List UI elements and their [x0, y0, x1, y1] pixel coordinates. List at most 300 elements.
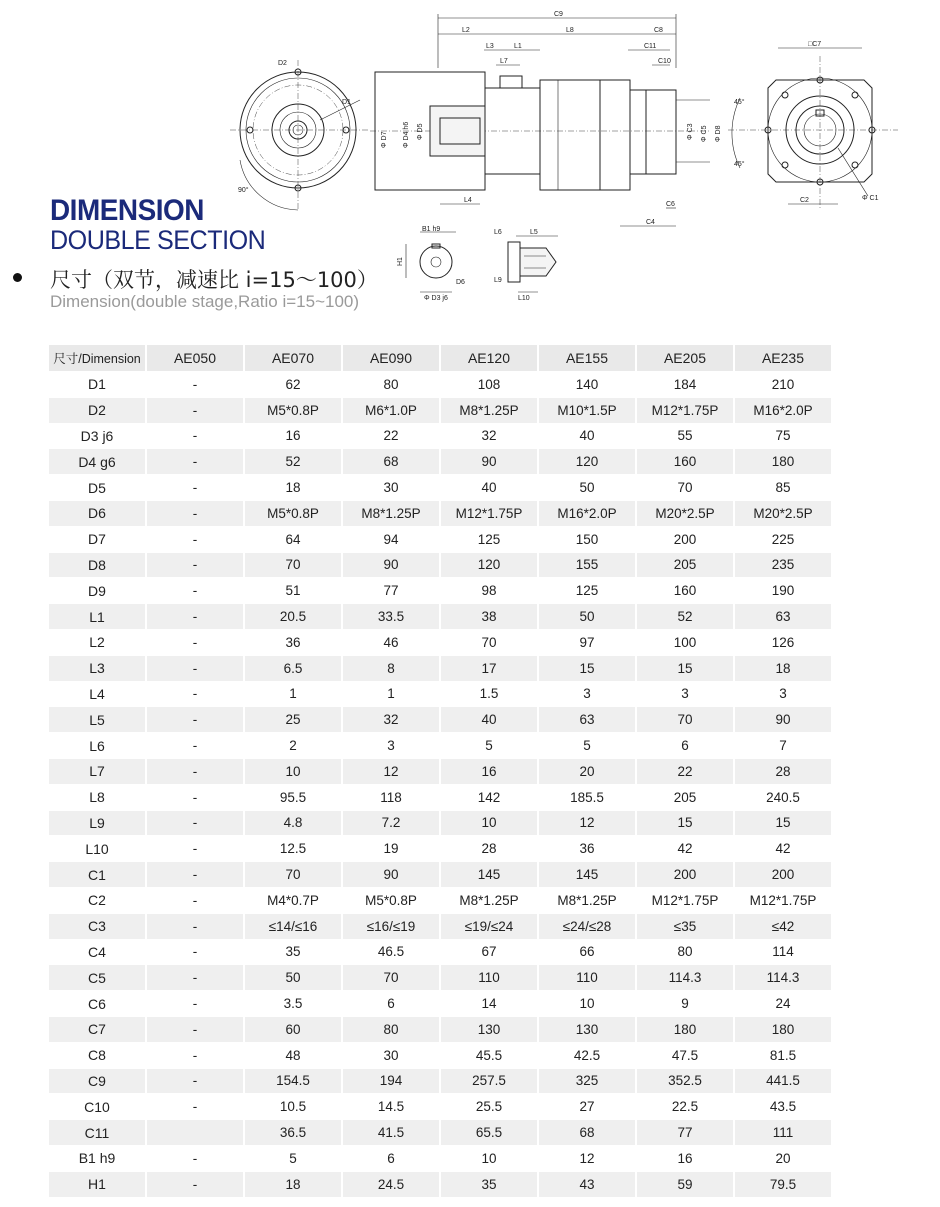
value-cell: 64 — [245, 527, 341, 553]
row-label-cell: C6 — [49, 991, 145, 1017]
value-cell: 145 — [539, 862, 635, 888]
value-cell: 160 — [637, 578, 733, 604]
label-d7: Φ D7 — [381, 131, 388, 148]
value-cell: 6 — [343, 1146, 439, 1172]
value-cell: 80 — [343, 372, 439, 398]
value-cell: 20 — [735, 1146, 831, 1172]
table-row — [49, 604, 831, 630]
label-l6: L6 — [494, 229, 502, 236]
value-cell: 35 — [245, 940, 341, 966]
label-90deg: 90° — [238, 187, 249, 194]
value-cell: 225 — [735, 527, 831, 553]
value-cell: - — [147, 785, 243, 811]
value-cell: 12 — [539, 811, 635, 837]
table-row — [49, 914, 831, 940]
value-cell: 20.5 — [245, 604, 341, 630]
value-cell: - — [147, 914, 243, 940]
table-row — [49, 759, 831, 785]
value-cell: - — [147, 811, 243, 837]
table-row — [49, 578, 831, 604]
table-row — [49, 785, 831, 811]
value-cell: 10 — [539, 991, 635, 1017]
value-cell: M5*0.8P — [245, 398, 341, 424]
value-cell: 16 — [245, 424, 341, 450]
heading-dimension: DIMENSION — [50, 194, 204, 227]
value-cell: - — [147, 424, 243, 450]
value-cell: 22 — [343, 424, 439, 450]
label-h1: H1 — [397, 257, 404, 266]
value-cell: - — [147, 630, 243, 656]
value-cell: 200 — [735, 862, 831, 888]
value-cell: - — [147, 475, 243, 501]
value-cell: 81.5 — [735, 1043, 831, 1069]
value-cell: 200 — [637, 527, 733, 553]
value-cell: 46 — [343, 630, 439, 656]
value-cell: 185.5 — [539, 785, 635, 811]
value-cell: 18 — [245, 1172, 341, 1198]
value-cell: M8*1.25P — [343, 501, 439, 527]
value-cell: 67 — [441, 940, 537, 966]
value-cell: - — [147, 527, 243, 553]
label-l4: L4 — [464, 197, 472, 204]
label-l1: L1 — [514, 43, 522, 50]
value-cell: 6.5 — [245, 656, 341, 682]
value-cell: M5*0.8P — [343, 888, 439, 914]
value-cell: 22.5 — [637, 1094, 733, 1120]
value-cell: 2 — [245, 733, 341, 759]
value-cell: - — [147, 1146, 243, 1172]
value-cell: 111 — [735, 1120, 831, 1146]
table-row — [49, 1146, 831, 1172]
value-cell: 240.5 — [735, 785, 831, 811]
value-cell: M12*1.75P — [441, 501, 537, 527]
value-cell: 12 — [539, 1146, 635, 1172]
value-cell: 14.5 — [343, 1094, 439, 1120]
value-cell: 27 — [539, 1094, 635, 1120]
label-c11: C11 — [644, 43, 657, 50]
row-label-cell: C10 — [49, 1094, 145, 1120]
row-label-cell: L6 — [49, 733, 145, 759]
table-body — [49, 372, 831, 1198]
value-cell: 125 — [441, 527, 537, 553]
value-cell: 180 — [735, 449, 831, 475]
value-cell: - — [147, 836, 243, 862]
row-label-cell: L8 — [49, 785, 145, 811]
value-cell: 52 — [245, 449, 341, 475]
label-c10: C10 — [658, 58, 671, 65]
value-cell: 63 — [735, 604, 831, 630]
value-cell: 28 — [735, 759, 831, 785]
value-cell: - — [147, 759, 243, 785]
value-cell: 24.5 — [343, 1172, 439, 1198]
value-cell: 35 — [441, 1172, 537, 1198]
value-cell: - — [147, 940, 243, 966]
value-cell: 33.5 — [343, 604, 439, 630]
value-cell: 62 — [245, 372, 341, 398]
value-cell: - — [147, 372, 243, 398]
value-cell: 142 — [441, 785, 537, 811]
value-cell: 120 — [441, 553, 537, 579]
value-cell: 90 — [343, 862, 439, 888]
header-ae120: AE120 — [441, 345, 537, 372]
value-cell: 70 — [637, 707, 733, 733]
value-cell: 257.5 — [441, 1069, 537, 1095]
label-c2: C2 — [800, 197, 809, 204]
value-cell: - — [147, 449, 243, 475]
value-cell — [147, 1120, 243, 1146]
value-cell: M5*0.8P — [245, 501, 341, 527]
value-cell: 66 — [539, 940, 635, 966]
value-cell: 50 — [539, 475, 635, 501]
value-cell: M16*2.0P — [735, 398, 831, 424]
label-45a: 45° — [734, 99, 745, 106]
label-d4: Φ D4 h6 — [403, 121, 410, 148]
table-row — [49, 630, 831, 656]
value-cell: M8*1.25P — [539, 888, 635, 914]
value-cell: 7 — [735, 733, 831, 759]
label-l3: L3 — [486, 43, 494, 50]
table-row — [49, 449, 831, 475]
value-cell: 14 — [441, 991, 537, 1017]
label-45b: 45° — [734, 161, 745, 168]
table-row — [49, 811, 831, 837]
table-row — [49, 836, 831, 862]
table-row — [49, 424, 831, 450]
value-cell: 114.3 — [637, 965, 733, 991]
row-label-cell: D3 j6 — [49, 424, 145, 450]
table-row — [49, 527, 831, 553]
value-cell: M16*2.0P — [539, 501, 635, 527]
label-c5: Φ C5 — [701, 125, 708, 142]
row-label-cell: C5 — [49, 965, 145, 991]
value-cell: 28 — [441, 836, 537, 862]
value-cell: 68 — [343, 449, 439, 475]
value-cell: 80 — [343, 1017, 439, 1043]
table-row — [49, 1043, 831, 1069]
heading-double-section: DOUBLE SECTION — [50, 225, 266, 255]
table-row — [49, 862, 831, 888]
label-d5: Φ D5 — [417, 123, 424, 140]
value-cell: 5 — [441, 733, 537, 759]
label-l2: L2 — [462, 27, 470, 34]
value-cell: 12.5 — [245, 836, 341, 862]
value-cell: 75 — [735, 424, 831, 450]
value-cell: 9 — [637, 991, 733, 1017]
value-cell: - — [147, 1043, 243, 1069]
row-label-cell: H1 — [49, 1172, 145, 1198]
value-cell: 3 — [343, 733, 439, 759]
value-cell: 30 — [343, 475, 439, 501]
value-cell: 95.5 — [245, 785, 341, 811]
value-cell: 1 — [343, 682, 439, 708]
row-label-cell: D4 g6 — [49, 449, 145, 475]
value-cell: 36 — [245, 630, 341, 656]
value-cell: 70 — [245, 553, 341, 579]
value-cell: 40 — [441, 707, 537, 733]
value-cell: 80 — [637, 940, 733, 966]
value-cell: 7.2 — [343, 811, 439, 837]
value-cell: 65.5 — [441, 1120, 537, 1146]
value-cell: 352.5 — [637, 1069, 733, 1095]
value-cell: ≤14/≤16 — [245, 914, 341, 940]
value-cell: 70 — [441, 630, 537, 656]
value-cell: 110 — [441, 965, 537, 991]
value-cell: 6 — [637, 733, 733, 759]
value-cell: 32 — [343, 707, 439, 733]
value-cell: M12*1.75P — [637, 888, 733, 914]
value-cell: 205 — [637, 553, 733, 579]
value-cell: 59 — [637, 1172, 733, 1198]
header-dimension: 尺寸/Dimension — [49, 345, 145, 372]
table-row — [49, 1120, 831, 1146]
value-cell: 114.3 — [735, 965, 831, 991]
value-cell: 180 — [637, 1017, 733, 1043]
value-cell: 97 — [539, 630, 635, 656]
value-cell: - — [147, 862, 243, 888]
value-cell: 90 — [735, 707, 831, 733]
value-cell: ≤16/≤19 — [343, 914, 439, 940]
value-cell: 5 — [539, 733, 635, 759]
value-cell: ≤24/≤28 — [539, 914, 635, 940]
value-cell: M12*1.75P — [637, 398, 733, 424]
label-c4: C4 — [646, 219, 655, 226]
label-d3: Φ D3 j6 — [424, 295, 448, 302]
value-cell: 120 — [539, 449, 635, 475]
value-cell: 130 — [441, 1017, 537, 1043]
value-cell: 180 — [735, 1017, 831, 1043]
header-ae090: AE090 — [343, 345, 439, 372]
value-cell: - — [147, 398, 243, 424]
value-cell: 70 — [343, 965, 439, 991]
header-ae070: AE070 — [245, 345, 341, 372]
row-label-cell: D7 — [49, 527, 145, 553]
table-row — [49, 1094, 831, 1120]
value-cell: 154.5 — [245, 1069, 341, 1095]
value-cell: 25.5 — [441, 1094, 537, 1120]
table-row — [49, 656, 831, 682]
value-cell: 150 — [539, 527, 635, 553]
label-c6: C6 — [666, 201, 675, 208]
value-cell: 79.5 — [735, 1172, 831, 1198]
table-row — [49, 888, 831, 914]
value-cell: 36.5 — [245, 1120, 341, 1146]
value-cell: 194 — [343, 1069, 439, 1095]
value-cell: 98 — [441, 578, 537, 604]
value-cell: 63 — [539, 707, 635, 733]
table-row — [49, 372, 831, 398]
value-cell: 20 — [539, 759, 635, 785]
row-label-cell: C3 — [49, 914, 145, 940]
header-ae205: AE205 — [637, 345, 733, 372]
row-label-cell: C9 — [49, 1069, 145, 1095]
value-cell: - — [147, 707, 243, 733]
value-cell: 1.5 — [441, 682, 537, 708]
value-cell: - — [147, 991, 243, 1017]
row-label-cell: C11 — [49, 1120, 145, 1146]
value-cell: 184 — [637, 372, 733, 398]
value-cell: 68 — [539, 1120, 635, 1146]
dimension-table — [47, 345, 833, 1198]
table-row — [49, 733, 831, 759]
value-cell: 114 — [735, 940, 831, 966]
value-cell: 190 — [735, 578, 831, 604]
value-cell: ≤42 — [735, 914, 831, 940]
value-cell: 4.8 — [245, 811, 341, 837]
value-cell: 325 — [539, 1069, 635, 1095]
value-cell: M6*1.0P — [343, 398, 439, 424]
header-ae050: AE050 — [147, 345, 243, 372]
value-cell: 15 — [637, 811, 733, 837]
row-label-cell: C2 — [49, 888, 145, 914]
value-cell: 48 — [245, 1043, 341, 1069]
table-row — [49, 501, 831, 527]
table-row — [49, 965, 831, 991]
value-cell: 50 — [245, 965, 341, 991]
value-cell: 90 — [343, 553, 439, 579]
value-cell: - — [147, 965, 243, 991]
value-cell: 100 — [637, 630, 733, 656]
label-c3: Φ C3 — [687, 123, 694, 140]
value-cell: 210 — [735, 372, 831, 398]
side-view-drawing — [370, 8, 730, 233]
value-cell: 3 — [637, 682, 733, 708]
table-row — [49, 475, 831, 501]
value-cell: M10*1.5P — [539, 398, 635, 424]
value-cell: 205 — [637, 785, 733, 811]
table-row — [49, 991, 831, 1017]
value-cell: 1 — [245, 682, 341, 708]
value-cell: 70 — [637, 475, 733, 501]
value-cell: 70 — [245, 862, 341, 888]
row-label-cell: L3 — [49, 656, 145, 682]
row-label-cell: C7 — [49, 1017, 145, 1043]
value-cell: M4*0.7P — [245, 888, 341, 914]
value-cell: - — [147, 578, 243, 604]
value-cell: 10 — [245, 759, 341, 785]
value-cell: 441.5 — [735, 1069, 831, 1095]
value-cell: 235 — [735, 553, 831, 579]
value-cell: 36 — [539, 836, 635, 862]
subtitle-english: Dimension(double stage,Ratio i=15~100) — [50, 292, 360, 311]
value-cell: 40 — [539, 424, 635, 450]
label-l7: L7 — [500, 58, 508, 65]
value-cell: 18 — [245, 475, 341, 501]
label-d8: Φ D8 — [715, 125, 722, 142]
value-cell: 130 — [539, 1017, 635, 1043]
value-cell: M8*1.25P — [441, 398, 537, 424]
row-label-cell: L5 — [49, 707, 145, 733]
label-b1: B1 h9 — [422, 226, 441, 233]
row-label-cell: L1 — [49, 604, 145, 630]
value-cell: M12*1.75P — [735, 888, 831, 914]
value-cell: 42 — [735, 836, 831, 862]
subtitle-chinese: 尺寸（双节，减速比 i=15～100） — [50, 268, 378, 292]
value-cell: 15 — [735, 811, 831, 837]
value-cell: 32 — [441, 424, 537, 450]
row-label-cell: C1 — [49, 862, 145, 888]
flange-view-drawing — [728, 38, 898, 213]
value-cell: ≤19/≤24 — [441, 914, 537, 940]
value-cell: 155 — [539, 553, 635, 579]
value-cell: 45.5 — [441, 1043, 537, 1069]
table-header-row — [49, 345, 831, 372]
value-cell: 50 — [539, 604, 635, 630]
value-cell: - — [147, 553, 243, 579]
value-cell: 19 — [343, 836, 439, 862]
label-l8: L8 — [566, 27, 574, 34]
value-cell: - — [147, 1069, 243, 1095]
value-cell: M20*2.5P — [735, 501, 831, 527]
value-cell: 3 — [735, 682, 831, 708]
value-cell: 8 — [343, 656, 439, 682]
label-c9: C9 — [554, 11, 563, 18]
value-cell: 125 — [539, 578, 635, 604]
value-cell: - — [147, 1172, 243, 1198]
value-cell: 46.5 — [343, 940, 439, 966]
row-label-cell: L4 — [49, 682, 145, 708]
value-cell: 5 — [245, 1146, 341, 1172]
row-label-cell: D2 — [49, 398, 145, 424]
row-label-cell: C4 — [49, 940, 145, 966]
value-cell: 24 — [735, 991, 831, 1017]
value-cell: - — [147, 604, 243, 630]
value-cell: 118 — [343, 785, 439, 811]
value-cell: 55 — [637, 424, 733, 450]
table-row — [49, 707, 831, 733]
bullet-dot — [13, 273, 22, 282]
value-cell: 42 — [637, 836, 733, 862]
value-cell: 12 — [343, 759, 439, 785]
label-d1: D1 — [342, 99, 351, 106]
value-cell: - — [147, 1017, 243, 1043]
row-label-cell: D1 — [49, 372, 145, 398]
value-cell: 47.5 — [637, 1043, 733, 1069]
value-cell: 140 — [539, 372, 635, 398]
value-cell: 43 — [539, 1172, 635, 1198]
label-d2: D2 — [278, 60, 287, 67]
row-label-cell: D6 — [49, 501, 145, 527]
value-cell: 110 — [539, 965, 635, 991]
value-cell: 15 — [637, 656, 733, 682]
label-l9: L9 — [494, 277, 502, 284]
value-cell: 52 — [637, 604, 733, 630]
value-cell: 42.5 — [539, 1043, 635, 1069]
value-cell: 3.5 — [245, 991, 341, 1017]
header-ae155: AE155 — [539, 345, 635, 372]
value-cell: 94 — [343, 527, 439, 553]
value-cell: 18 — [735, 656, 831, 682]
value-cell: 40 — [441, 475, 537, 501]
table-row — [49, 1017, 831, 1043]
value-cell: 25 — [245, 707, 341, 733]
table-row — [49, 940, 831, 966]
value-cell: 30 — [343, 1043, 439, 1069]
value-cell: 90 — [441, 449, 537, 475]
value-cell: M20*2.5P — [637, 501, 733, 527]
value-cell: 16 — [637, 1146, 733, 1172]
label-d6: D6 — [456, 279, 465, 286]
value-cell: - — [147, 733, 243, 759]
value-cell: 43.5 — [735, 1094, 831, 1120]
shaft-detail-drawing — [488, 226, 578, 306]
value-cell: 41.5 — [343, 1120, 439, 1146]
value-cell: 6 — [343, 991, 439, 1017]
value-cell: 77 — [343, 578, 439, 604]
value-cell: 10.5 — [245, 1094, 341, 1120]
label-l10: L10 — [518, 295, 530, 302]
label-c7: □C7 — [808, 41, 822, 48]
value-cell: 108 — [441, 372, 537, 398]
